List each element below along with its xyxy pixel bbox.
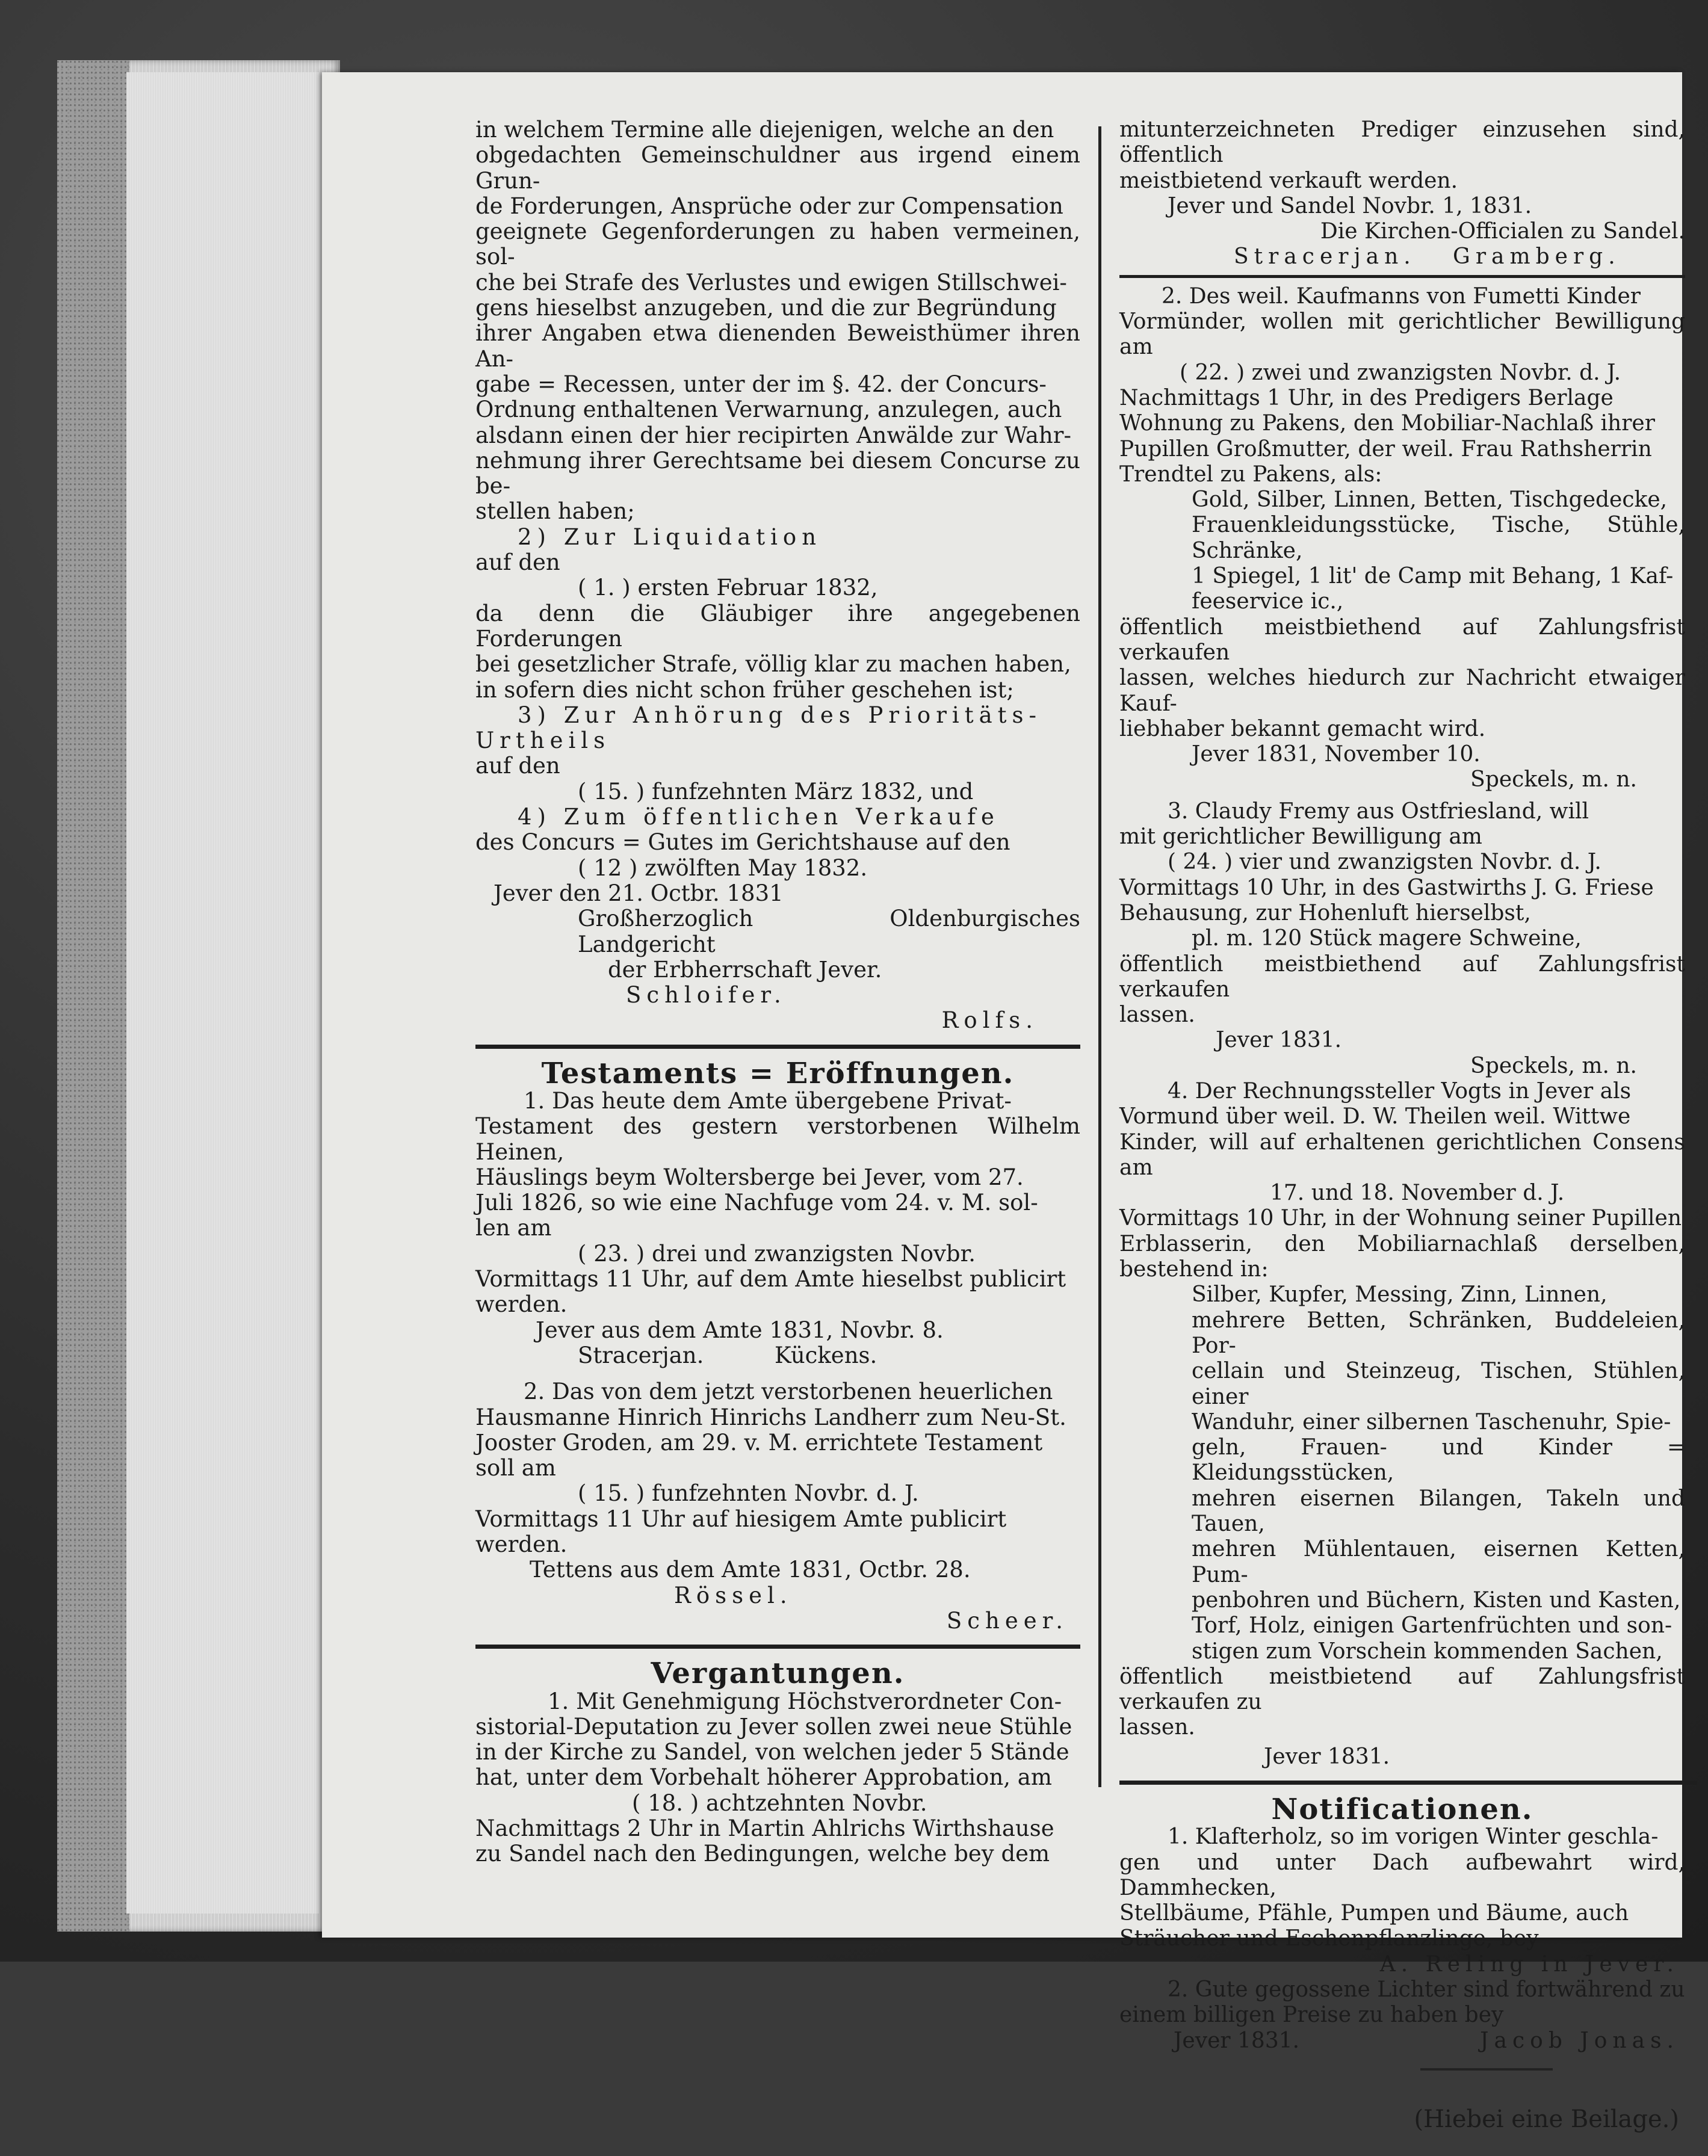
testament-date: ( 23. ) drei und zwanzigsten Novbr. (578, 1240, 976, 1267)
liquidation-date: ( 1. ) ersten Februar 1832, (578, 575, 878, 601)
text-line: gens hieselbst anzugeben, und die zur Begründung (475, 295, 1057, 321)
text-line: auf den (475, 753, 560, 779)
text-line: in sofern dies nicht schon früher geschehen ist; (475, 676, 1014, 703)
signature: Rössel. (674, 1582, 793, 1608)
text-line: Erblasserin, den Mobiliarnachlaß derselben, bestehend in: (1119, 1231, 1685, 1282)
signature: Jacob Jonas. (1480, 2028, 1679, 2053)
text-line: einem billigen Preise zu haben bey (1119, 2003, 1504, 2028)
item-line: 1 Spiegel, 1 lit' de Camp mit Behang, 1 Kaf- (1192, 564, 1674, 589)
item-line: Wanduhr, einer silbernen Taschenuhr, Spie- (1192, 1409, 1671, 1435)
text-line: auf den (475, 549, 560, 576)
book-marbled-edge (57, 60, 129, 1932)
text-line: Juli 1826, so wie eine Nachfuge vom 24. v. M. sol- (475, 1190, 1038, 1216)
section-rule (1119, 275, 1685, 278)
text-line: Vormund über weil. D. W. Theilen weil. Wittwe (1119, 1104, 1631, 1129)
date-place-line: Jever 1831, November 10. (1192, 742, 1481, 767)
text-line: öffentlich meistbiethend auf Zahlungsfrist verkaufen (1119, 614, 1685, 665)
item-line: stigen zum Vorschein kommenden Sachen, (1192, 1639, 1663, 1664)
text-line: Hausmanne Hinrich Hinrichs Landherr zum Neu-St. (475, 1404, 1066, 1430)
page-edges (126, 72, 319, 1914)
item-line: pl. m. 120 Stück magere Schweine, (1192, 926, 1582, 951)
text-line: Sträucher und Eschenpflanzlinge, bey (1119, 1926, 1539, 1951)
date-place-line: Tettens aus dem Amte 1831, Octbr. 28. (530, 1557, 971, 1583)
text-line: gen und unter Dach aufbewahrt wird, Dammhecken, (1119, 1850, 1685, 1900)
text-line: da denn die Gläubiger ihre angegebenen Forderungen (475, 600, 1080, 652)
closing-rule (1420, 2068, 1553, 2071)
text-line: Häuslings beym Woltersberge bei Jever, vom 27. (475, 1164, 1024, 1190)
text-line: mit gerichtlicher Bewilligung am (1119, 824, 1482, 850)
text-line: 1. Klafterholz, so im vorigen Winter geschla- (1168, 1824, 1659, 1850)
date-place-line: Jever und Sandel Novbr. 1, 1831. (1168, 193, 1532, 218)
signature: Stracerjan. Gramberg. (1234, 244, 1621, 270)
text-line: nehmung ihrer Gerechtsame bei diesem Concurse zu be- (475, 447, 1080, 499)
anhoerung-title: 3) Zur Anhörung des Prioritäts- (518, 702, 1042, 728)
text-line: liebhaber bekannt gemacht wird. (1119, 716, 1486, 741)
court-name: Großherzoglich Oldenburgisches Landgericht (578, 906, 1080, 957)
text-line: werden. (475, 1531, 568, 1558)
item-line: Frauenkleidungsstücke, Tische, Stühle, Schränke, (1192, 513, 1685, 563)
liquidation-title: 2) Zur Liquidation (518, 524, 822, 550)
text-line: Kinder, will auf erhaltenen gerichtlichen Consens am (1119, 1129, 1685, 1180)
text-line: Vormittags 11 Uhr, auf dem Amte hieselbst publicirt (475, 1266, 1066, 1293)
signature: Schloifer. (626, 982, 787, 1009)
text-line: hat, unter dem Vorbehalt höherer Approbation, am (475, 1764, 1052, 1791)
text-line: ( 22. ) zwei und zwanzigsten Novbr. d. J. (1180, 360, 1621, 385)
signature: A. Reling in Jever. (1379, 1951, 1679, 1977)
newspaper-page (322, 72, 1685, 2133)
left-column (475, 117, 1080, 1867)
text-line: in welchem Termine alle diejenigen, welche an den (475, 117, 1054, 143)
office-line: Die Kirchen-Officialen zu Sandel. (1320, 219, 1685, 244)
text-line: Vormittags 10 Uhr, in des Gastwirths J. G. Friese (1119, 875, 1654, 900)
signature: Speckels, m. n. (1470, 767, 1637, 792)
section-rule (475, 1645, 1080, 1649)
anhoerung-title-cont: Urtheils (475, 727, 611, 754)
right-column (1119, 117, 1685, 2156)
text-line: zu Sandel nach den Bedingungen, welche bey dem (475, 1841, 1050, 1867)
text-line: geeignete Gegenforderungen zu haben vermeinen, sol- (475, 218, 1080, 270)
text-line: len am (475, 1215, 552, 1241)
text-line: Testament des gestern verstorbenen Wilhelm Heinen, (475, 1113, 1080, 1165)
item-line: feeservice ic., (1192, 589, 1344, 614)
item-line: Gold, Silber, Linnen, Betten, Tischgedecke, (1192, 487, 1668, 513)
section-heading-notificationen: Notificationen. (1271, 1793, 1533, 1826)
text-line: Nachmittags 2 Uhr in Martin Ahlrichs Wirthshause (475, 1815, 1054, 1841)
signature: Scheer. (946, 1607, 1068, 1634)
text-line: sistorial-Deputation zu Jever sollen zwei neue Stühle (475, 1713, 1072, 1740)
anhoerung-date: ( 15. ) funfzehnten März 1832, und (578, 778, 974, 805)
text-line: Jooster Groden, am 29. v. M. errichtete Testament (475, 1429, 1043, 1456)
item-line: Torf, Holz, einigen Gartenfrüchten und son- (1192, 1613, 1672, 1639)
text-line: lassen, welches hiedurch zur Nachricht etwaiger Kauf- (1119, 666, 1685, 716)
text-line: Vormittags 11 Uhr auf hiesigem Amte publicirt (475, 1506, 1007, 1532)
date-place-line: Jever 1831. (1216, 1028, 1342, 1053)
text-line: mitunterzeichneten Prediger einzusehen sind, öffentlich (1119, 117, 1685, 168)
court-name-cont: der Erbherrschaft Jever. (608, 956, 882, 983)
text-line: ihrer Angaben etwa dienenden Beweisthümer ihren An- (475, 320, 1080, 372)
concurs-intro (475, 117, 1080, 525)
signature: Speckels, m. n. (1470, 1053, 1637, 1078)
item-line: mehren Mühlentauen, eisernen Ketten, Pum- (1192, 1537, 1685, 1587)
text-line: lassen. (1119, 1715, 1195, 1740)
text-line: stellen haben; (475, 498, 635, 525)
text-line: de Forderungen, Ansprüche oder zur Compensation (475, 193, 1063, 219)
text-line: che bei Strafe des Verlustes und ewigen Stillschwei- (475, 269, 1067, 295)
testament-date: ( 15. ) funfzehnten Novbr. d. J. (578, 1480, 919, 1507)
text-line: obgedachten Gemeinschuldner aus irgend einem Grun- (475, 142, 1080, 194)
item-line: cellain und Steinzeug, Tischen, Stühlen, einer (1192, 1359, 1685, 1409)
item-line: geln, Frauen- und Kinder = Kleidungsstücken, (1192, 1435, 1685, 1486)
text-line: 2. Des weil. Kaufmanns von Fumetti Kinder (1162, 283, 1641, 309)
date-place-line: Jever aus dem Amte 1831, Novbr. 8. (536, 1317, 944, 1343)
verkauf-date: ( 12 ) zwölften May 1832. (578, 854, 868, 881)
text-line: werden. (475, 1291, 568, 1318)
text-line: gabe = Recessen, unter der im §. 42. der Concurs- (475, 371, 1047, 397)
text-line: 2. Das von dem jetzt verstorbenen heuerlichen (524, 1379, 1053, 1405)
date-place-line: Jever 1831. (1174, 2028, 1300, 2053)
notification-footer (1119, 2028, 1685, 2054)
text-line: 17. und 18. November d. J. (1270, 1181, 1565, 1206)
section-rule (1119, 1781, 1697, 1785)
text-line: 1. Mit Genehmigung Höchstverordneter Con- (548, 1688, 1062, 1714)
item-line: Silber, Kupfer, Messing, Zinn, Linnen, (1192, 1282, 1607, 1308)
text-line: Ordnung enthaltenen Verwarnung, anzulegen, auch (475, 397, 1062, 423)
text-line: Vormittags 10 Uhr, in der Wohnung seiner Pupillen (1119, 1206, 1682, 1231)
text-line: öffentlich meistbietend auf Zahlungsfrist verkaufen zu (1119, 1664, 1685, 1715)
text-line: 1. Das heute dem Amte übergebene Privat- (524, 1087, 1012, 1114)
text-line: Nachmittags 1 Uhr, in des Predigers Berlage (1119, 385, 1614, 410)
text-line: Trendtel zu Pakens, als: (1119, 462, 1382, 487)
text-line: lassen. (1119, 1002, 1195, 1028)
text-line: alsdann einen der hier recipirten Anwälde zur Wahr- (475, 422, 1071, 448)
text-line: Behausung, zur Hohenluft hierselbst, (1119, 900, 1531, 925)
text-line: in der Kirche zu Sandel, von welchen jeder 5 Stände (475, 1739, 1069, 1765)
text-line: öffentlich meistbiethend auf Zahlungsfrist verkaufen (1119, 951, 1685, 1002)
item-line: penbohren und Büchern, Kisten und Kasten, (1192, 1587, 1681, 1613)
text-line: des Concurs = Gutes im Gerichtshause auf den (475, 829, 1010, 856)
section-heading-vergantungen: Vergantungen. (651, 1657, 905, 1691)
text-line: 2. Gute gegossene Lichter sind fortwährend zu (1168, 1977, 1685, 2003)
text-line: meistbietend verkauft werden. (1119, 168, 1458, 193)
column-divider (1098, 126, 1101, 1787)
text-line: ( 24. ) vier und zwanzigsten Novbr. d. J. (1168, 850, 1601, 875)
text-line: bei gesetzlicher Strafe, völlig klar zu machen haben, (475, 651, 1071, 678)
text-line: soll am (475, 1455, 556, 1481)
text-line: Wohnung zu Pakens, den Mobiliar-Nachlaß ihrer (1119, 411, 1655, 436)
signature: Stracerjan. Kückens. (578, 1342, 877, 1368)
supplement-note: (Hiebei eine Beilage.) (1414, 2105, 1679, 2133)
text-line: Vormünder, wollen mit gerichtlicher Bewilligung am (1119, 309, 1685, 360)
section-rule (475, 1045, 1080, 1049)
text-line: 3. Claudy Fremy aus Ostfriesland, will (1168, 798, 1589, 824)
vergantung-date: ( 18. ) achtzehnten Novbr. (632, 1790, 927, 1816)
text-line: Pupillen Großmutter, der weil. Frau Rathsherrin (1119, 436, 1652, 462)
date-place-line: Jever den 21. Octbr. 1831 (494, 880, 784, 906)
section-heading-testaments: Testaments = Eröffnungen. (541, 1056, 1015, 1090)
signature: Rolfs. (941, 1007, 1038, 1034)
date-place-line: Jever 1831. (1264, 1744, 1390, 1769)
verkauf-title: 4) Zum öffentlichen Verkaufe (518, 804, 1000, 830)
text-line: 4. Der Rechnungssteller Vogts in Jever als (1168, 1078, 1632, 1104)
text-line: Stellbäume, Pfähle, Pumpen und Bäume, auch (1119, 1901, 1629, 1926)
item-line: mehren eisernen Bilangen, Takeln und Tauen, (1192, 1486, 1685, 1537)
item-line: mehrere Betten, Schränken, Buddeleien, Por- (1192, 1308, 1685, 1358)
